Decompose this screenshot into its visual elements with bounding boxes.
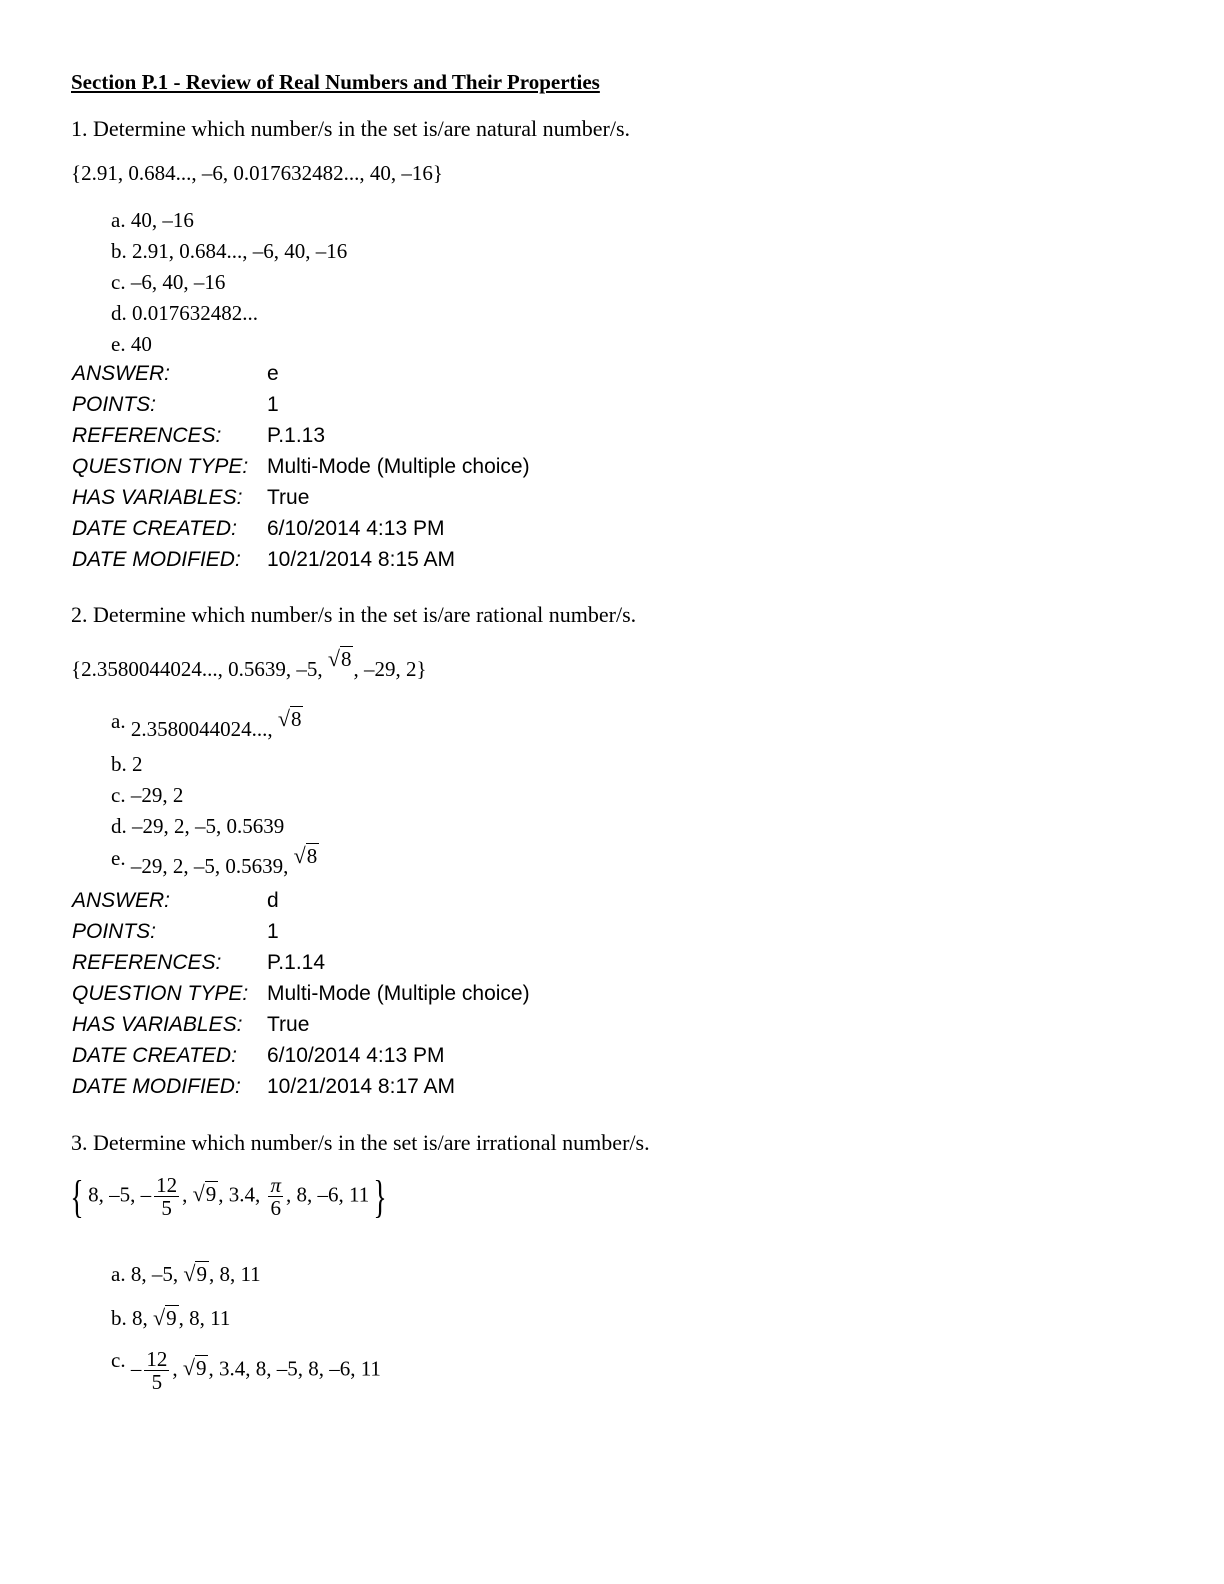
date-modified-value: 10/21/2014 8:17 AM [267,1075,455,1098]
question-3-option-c [111,1348,381,1393]
option-c-comma: , [172,1356,183,1381]
question-1-option-e: e. 40 [111,332,152,356]
denominator: 6 [270,1196,281,1220]
question-3-option-b [111,1305,230,1331]
radicand: 9 [205,1182,217,1207]
close-brace: } [373,1171,387,1222]
references-label: REFERENCES: [72,951,222,974]
radicand: 8 [306,844,318,868]
fraction [144,1348,169,1393]
references-label: REFERENCES: [72,424,222,447]
question-2-option-e [111,843,319,878]
option-e-text: –29, 2, –5, 0.5639, [130,854,294,878]
has-variables-label: HAS VARIABLES: [72,1013,243,1036]
date-modified-label: DATE MODIFIED: [72,1075,241,1098]
question-1-text: 1. Determine which number/s in the set is/are natural number/s. [71,116,631,141]
date-created-label: DATE CREATED: [72,517,237,540]
option-text [130,706,304,741]
date-created-label: DATE CREATED: [72,1044,237,1067]
question-1-set: {2.91, 0.684..., –6, 0.017632482..., 40, –16} [71,161,443,185]
points-label: POINTS: [72,393,157,416]
option-b-post: , 8, 11 [178,1306,231,1330]
fraction [154,1174,179,1219]
question-1-option-d: d. 0.017632482... [111,301,258,325]
date-modified-label: DATE MODIFIED: [72,548,241,571]
answer-label: ANSWER: [72,889,171,912]
date-created-value: 6/10/2014 4:13 PM [267,1044,445,1067]
option-a-pre: 8, –5, [130,1262,184,1286]
open-brace: { [70,1171,84,1222]
section-title: Section P.1 - Review of Real Numbers and Their Properties [71,70,600,94]
question-type-label: QUESTION TYPE: [72,455,249,478]
points-value: 1 [267,920,279,943]
date-created-value: 6/10/2014 4:13 PM [267,517,445,540]
option-a-text: 2.3580044024..., [130,717,278,741]
answer-value: d [267,889,279,912]
sqrt-expression: √8 [277,706,302,731]
question-2-option-a [111,706,303,741]
numerator: 12 [156,1172,178,1197]
question-3-set [66,1170,391,1223]
question-2-option-c: c. –29, 2 [111,783,184,807]
question-2-option-b: b. 2 [111,752,143,776]
set-suffix: , –29, 2} [353,657,427,681]
question-type-value: Multi-Mode (Multiple choice) [267,455,530,478]
answer-value: e [267,362,279,385]
set-part-3: , 8, –6, 11 [285,1182,370,1207]
references-value: P.1.14 [267,951,326,974]
sqrt-expression: √8 [327,646,352,671]
option-c-post: , 3.4, 8, –5, 8, –6, 11 [208,1356,381,1381]
radicand: 8 [340,647,352,671]
sqrt-expression: √9 [153,1305,177,1330]
option-b-pre: 8, [132,1306,153,1330]
has-variables-value: True [267,486,310,509]
question-1-option-b: b. 2.91, 0.684..., –6, 40, –16 [111,239,348,263]
question-type-value: Multi-Mode (Multiple choice) [267,982,530,1005]
set-prefix: {2.3580044024..., 0.5639, –5, [71,657,328,681]
points-label: POINTS: [72,920,157,943]
has-variables-label: HAS VARIABLES: [72,486,243,509]
denominator: 5 [151,1370,163,1395]
radicand: 9 [196,1262,207,1286]
set-comma: , [182,1182,193,1207]
question-3-text: 3. Determine which number/s in the set is/are irrational number/s. [71,1130,650,1155]
set-part-1: 8, –5, – [88,1182,152,1207]
denominator: 5 [161,1196,172,1220]
radicand: 8 [290,707,302,731]
question-2-option-d: d. –29, 2, –5, 0.5639 [111,814,285,838]
radicand: 9 [166,1306,177,1330]
question-1-option-c: c. –6, 40, –16 [111,270,226,294]
option-letter: b. [111,1306,127,1330]
option-a-post: , 8, 11 [208,1262,261,1286]
sqrt-expression: √9 [182,1355,207,1381]
numerator: 12 [146,1347,168,1371]
sqrt-expression: √9 [192,1181,217,1207]
date-modified-value: 10/21/2014 8:15 AM [267,548,455,571]
question-type-label: QUESTION TYPE: [72,982,249,1005]
answer-label: ANSWER: [72,362,171,385]
option-letter: a. [111,709,126,733]
question-3-option-a [111,1261,261,1287]
has-variables-value: True [267,1013,310,1036]
numerator: π [270,1172,281,1197]
option-c-minus: – [130,1356,142,1381]
set-part-2: , 3.4, [218,1182,266,1207]
option-letter: a. [111,1262,126,1286]
fraction [268,1174,283,1219]
option-letter: c. [111,1348,126,1372]
points-value: 1 [267,393,279,416]
question-2-set [71,646,427,682]
question-1-option-a: a. 40, –16 [111,208,194,232]
question-2-text: 2. Determine which number/s in the set is/are rational number/s. [71,602,637,627]
sqrt-expression: √8 [293,843,318,868]
radicand: 9 [195,1356,207,1381]
sqrt-expression: √9 [183,1261,207,1286]
references-value: P.1.13 [267,424,326,447]
option-text [130,843,319,878]
option-letter: e. [111,846,126,870]
